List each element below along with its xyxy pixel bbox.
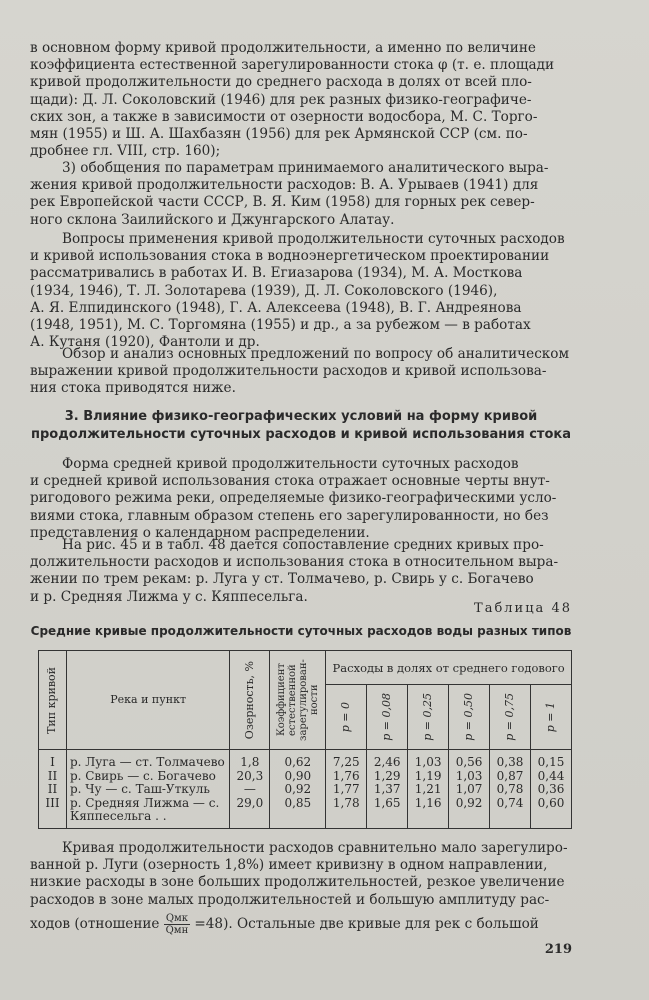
text-line: расходов в зоне малых продолжительностей и большую амплитуду рас- (30, 891, 550, 908)
text-line: (1948, 1951), М. С. Торгомяна (1955) и др., а за рубежом — в работах (30, 316, 531, 333)
paragraph-intro (30, 40, 572, 160)
text-line: А. Я. Елпидинского (1948), Г. А. Алексеева (1948), В. Г. Андреянова (30, 299, 522, 316)
text-line: должительности расходов и использования стока в относительном выра- (30, 554, 559, 571)
text-line: виями стока, главным образом степень его зарегулированности, но без (30, 507, 549, 524)
page-number: 219 (544, 942, 572, 957)
cell-value: 7,25 (326, 750, 367, 770)
text-line: жении по трем рекам: р. Луга у ст. Толмачево, р. Свирь у с. Богачево (30, 571, 534, 588)
cell-coef: 0,90 (270, 770, 326, 784)
text-line: дробнее гл. VIII, стр. 160); (30, 143, 221, 160)
cell-river: р. Свирь — с. Богачево (66, 770, 229, 784)
text-line: и р. Средняя Лижма у с. Кяппесельга. (30, 588, 308, 605)
cell-type: I (39, 750, 67, 770)
cell-value: 1,16 (408, 797, 449, 829)
cell-lake: — (230, 783, 270, 797)
cell-value: 1,77 (326, 783, 367, 797)
text-line: ванной р. Луги (озерность 1,8%) имеет кривизну в одном направлении, (30, 857, 548, 874)
text-line: в основном форму кривой продолжительности, а именно по величине (30, 40, 536, 56)
table-row (39, 750, 572, 770)
text-fragment: ходов (отношение (30, 916, 160, 932)
cell-value: 0,60 (530, 797, 571, 829)
cell-coef: 0,92 (270, 783, 326, 797)
cell-value: 0,74 (490, 797, 531, 829)
text-line: представления о календарном распределении. (30, 524, 370, 541)
text-line: Вопросы применения кривой продолжительности суточных расходов (62, 231, 565, 247)
text-line: Обзор и анализ основных предложений по вопросу об аналитическом (62, 346, 570, 362)
text-line: ния стока приводятся ниже. (30, 380, 236, 397)
paragraph-luga (30, 840, 572, 909)
text-line: рассматривались в работах И. В. Егиазарова (1934), М. А. Мосткова (30, 265, 523, 282)
text-line: низкие расходы в зоне больших продолжительностей, резкое увеличение (30, 874, 565, 891)
text-line: ного склона Заилийского и Джунгарского Алатау. (30, 211, 395, 228)
cell-value: 1,03 (408, 750, 449, 770)
cell-type: II (39, 783, 67, 797)
text-line: щади): Д. Л. Соколовский (1946) для рек разных физико-географиче- (30, 91, 532, 108)
table-row (39, 783, 572, 797)
paragraph-form (30, 456, 572, 542)
cell-value: 0,92 (449, 797, 490, 829)
header-lake: Озерность, % (230, 651, 270, 750)
cell-value: 1,19 (408, 770, 449, 784)
fraction-denominator: Qмн (165, 925, 189, 936)
cell-value: 1,07 (449, 783, 490, 797)
text-line: выражении кривой продолжительности расходов и кривой использова- (30, 363, 547, 380)
text-line: ских зон, а также в зависимости от озерности водосбора, М. С. Торго- (30, 108, 538, 125)
text-line: и кривой использования стока в водноэнергетическом проектировании (30, 248, 550, 265)
cell-type: III (39, 797, 67, 829)
text-line: А. Кутаня (1920), Фантоли и др. (30, 334, 260, 351)
cell-lake: 29,0 (230, 797, 270, 829)
fraction-numerator: Qмк (165, 913, 189, 924)
table-number: Таблица 48 (474, 601, 572, 616)
text-fragment: =48). Остальные две кривые для рек с большой (194, 916, 539, 932)
table-caption: Средние кривые продолжительности суточных расходов воды разных типов (30, 624, 572, 638)
text-line-fraction (30, 911, 572, 937)
paragraph-item-3 (30, 160, 572, 229)
cell-value: 1,37 (367, 783, 408, 797)
cell-value: 1,76 (326, 770, 367, 784)
text-line: мян (1955) и Ш. А. Шахбазян (1956) для рек Армянской ССР (см. по- (30, 125, 528, 142)
text-line: коэффициента естественной зарегулированности стока φ (т. е. площади (30, 57, 555, 74)
header-p: p = 0,50 (449, 685, 490, 750)
header-p: p = 0,08 (367, 685, 408, 750)
cell-value: 1,65 (367, 797, 408, 829)
cell-value: 0,38 (490, 750, 531, 770)
text-line: кривой продолжительности до среднего расхода в долях от всей пло- (30, 74, 532, 91)
header-type: Тип кривой (39, 651, 67, 750)
data-table (38, 650, 572, 829)
header-coef: Коэффициент естественной зарегулирован- ности (270, 651, 326, 750)
cell-type: II (39, 770, 67, 784)
table-body (39, 750, 572, 829)
header-p: p = 0,25 (408, 685, 449, 750)
text-line: рек Европейской части СССР, В. Я. Ким (1958) для горных рек север- (30, 194, 535, 211)
cell-value: 0,44 (530, 770, 571, 784)
text-line: На рис. 45 и в табл. 48 дается сопоставление средних кривых про- (62, 537, 544, 553)
header-river: Река и пункт (66, 651, 229, 750)
text-line: ригодового режима реки, определяемые физико-географическими усло- (30, 490, 557, 507)
cell-value: 1,29 (367, 770, 408, 784)
header-p: p = 0 (326, 685, 367, 750)
cell-coef: 0,62 (270, 750, 326, 770)
cell-coef: 0,85 (270, 797, 326, 829)
header-group: Расходы в долях от среднего годового (326, 651, 572, 685)
table-row (39, 797, 572, 829)
paragraph-comparison (30, 537, 572, 606)
heading-line: 3. Влияние физико-географических условий на форму кривой (64, 409, 538, 424)
cell-river: р. Чу — с. Таш-Уткуль (66, 783, 229, 797)
cell-value: 0,36 (530, 783, 571, 797)
cell-value: 2,46 (367, 750, 408, 770)
header-p: p = 0,75 (490, 685, 531, 750)
paragraph-review (30, 346, 572, 398)
cell-lake: 1,8 (230, 750, 270, 770)
text-line: жения кривой продолжительности расходов: В. А. Урываев (1941) для (30, 177, 539, 194)
cell-value: 0,15 (530, 750, 571, 770)
cell-lake: 20,3 (230, 770, 270, 784)
table-row (39, 770, 572, 784)
cell-river: р. Средняя Лижма — с. Кяппесельга . . (66, 797, 229, 829)
section-heading (30, 408, 572, 444)
paragraph-questions (30, 231, 572, 351)
cell-river: р. Луга — ст. Толмачево (66, 750, 229, 770)
header-p: p = 1 (530, 685, 571, 750)
text-line: 3) обобщения по параметрам принимаемого аналитического выра- (62, 160, 549, 176)
cell-value: 1,21 (408, 783, 449, 797)
text-line: и средней кривой использования стока отражает основные черты внут- (30, 473, 550, 490)
text-line: (1934, 1946), Т. Л. Золотарева (1939), Д. Л. Соколовского (1946), (30, 282, 498, 299)
text-line: Кривая продолжительности расходов сравнительно мало зарегулиро- (62, 840, 568, 856)
heading-line: продолжительности суточных расходов и кривой использования стока (31, 427, 571, 442)
cell-value: 0,87 (490, 770, 531, 784)
cell-value: 1,03 (449, 770, 490, 784)
cell-value: 0,78 (490, 783, 531, 797)
text-line: Форма средней кривой продолжительности суточных расходов (62, 456, 519, 472)
cell-value: 0,56 (449, 750, 490, 770)
cell-value: 1,78 (326, 797, 367, 829)
ratio-fraction (164, 913, 190, 936)
